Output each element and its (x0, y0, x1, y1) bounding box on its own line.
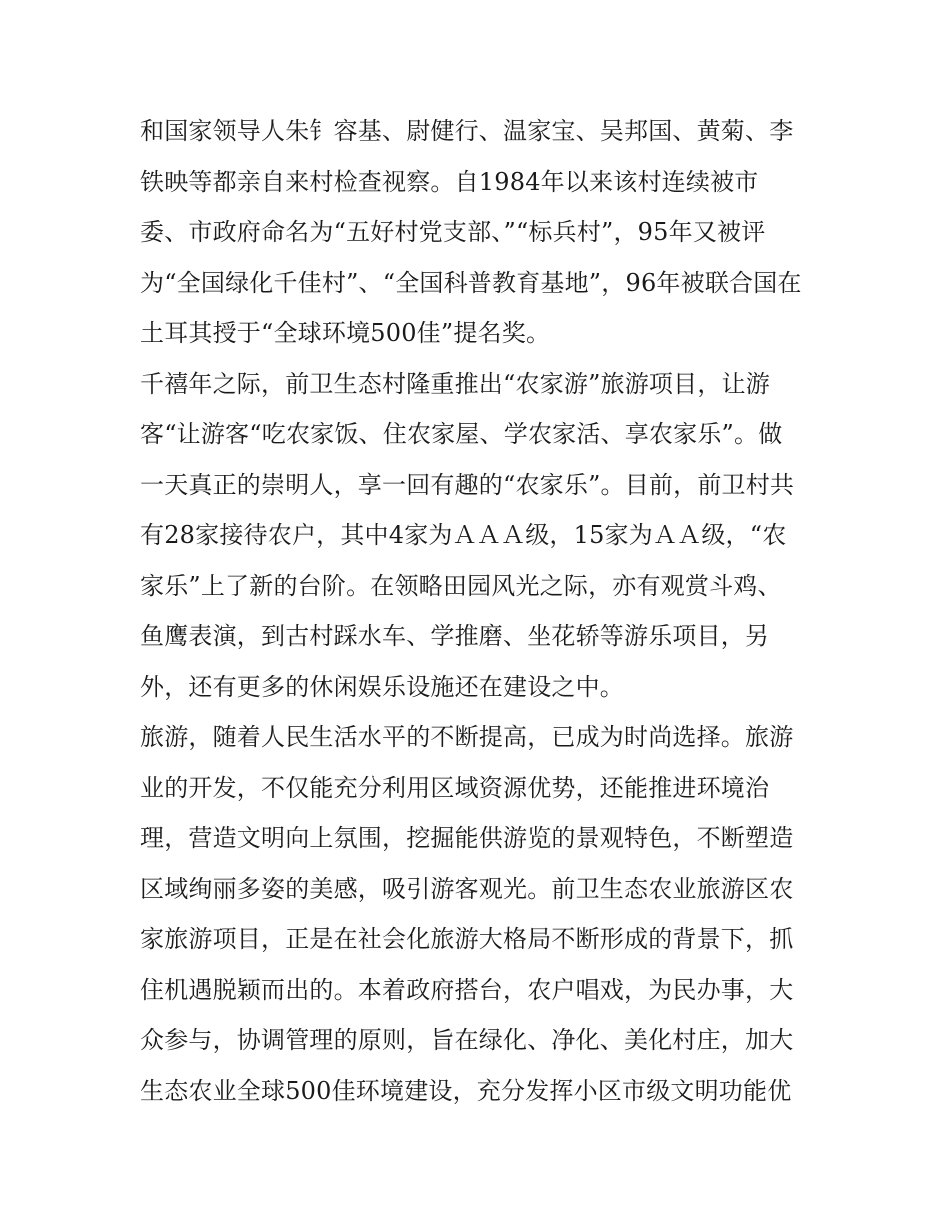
text-line-5: 土耳其授于“全球环境500佳”提名奖。 (140, 319, 551, 347)
text-line-8: 一天真正的崇明人，享一回有趣的“农家乐”。目前，前卫村共 (140, 470, 795, 499)
text-line-10: 家乐”上了新的台阶。在领略田园风光之际，亦有观赏斗鸡、 (140, 571, 782, 600)
text-line-11: 鱼鹰表演，到古村踩水车、学推磨、坐花轿等游乐项目，另 (140, 622, 770, 650)
text-line-6: 千禧年之际，前卫生态村隆重推出“农家游”旅游项目，让游 (140, 369, 770, 398)
text-line-17: 家旅游项目，正是在社会化旅游大格局不断形成的背景下，抓 (140, 925, 794, 953)
text-line-2: 铁映等都亲自来村检查视察。自1984年以来该村连续被市 (140, 167, 759, 196)
text-line-3: 委、市政府命名为“五好村党支部、”“标兵村”，95年又被评 (140, 218, 766, 246)
text-line-14: 业的开发，不仅能充分利用区域资源优势，还能推进环境治 (140, 773, 770, 802)
text-line-18: 住机遇脱颖而出的。本着政府搭台，农户唱戏，为民办事，大 (140, 975, 794, 1004)
text-line-20: 生态农业全球500佳环境建设，充分发挥小区市级文明功能优 (140, 1076, 792, 1105)
text-line-19: 众参与，协调管理的原则，旨在绿化、净化、美化村庄，加大 (140, 1026, 794, 1054)
document-body (140, 106, 820, 1116)
text-line-9: 有28家接待农户，其中4家为ＡＡＡ级，15家为ＡＡ级，“农 (140, 521, 787, 549)
text-line-4: 为“全国绿化千佳村”、“全国科普教育基地”，96年被联合国在 (140, 268, 802, 297)
text-line-7: 客“让游客“吃农家饭、住农家屋、学农家活、享农家乐”。做 (140, 420, 783, 448)
text-line-15: 理，营造文明向上氛围，挖掘能供游览的景观特色，不断塑造 (140, 824, 794, 852)
text-line-12: 外，还有更多的休闲娱乐设施还在建设之中。 (140, 672, 624, 701)
text-line-13: 旅游，随着人民生活水平的不断提高，已成为时尚选择。旅游 (140, 723, 794, 751)
text-line-1: 和国家领导人朱钅容基、尉健行、温家宝、吴邦国、黄菊、李 (140, 117, 794, 145)
text-line-16: 区域绚丽多姿的美感，吸引游客观光。前卫生态农业旅游区农 (140, 874, 794, 903)
